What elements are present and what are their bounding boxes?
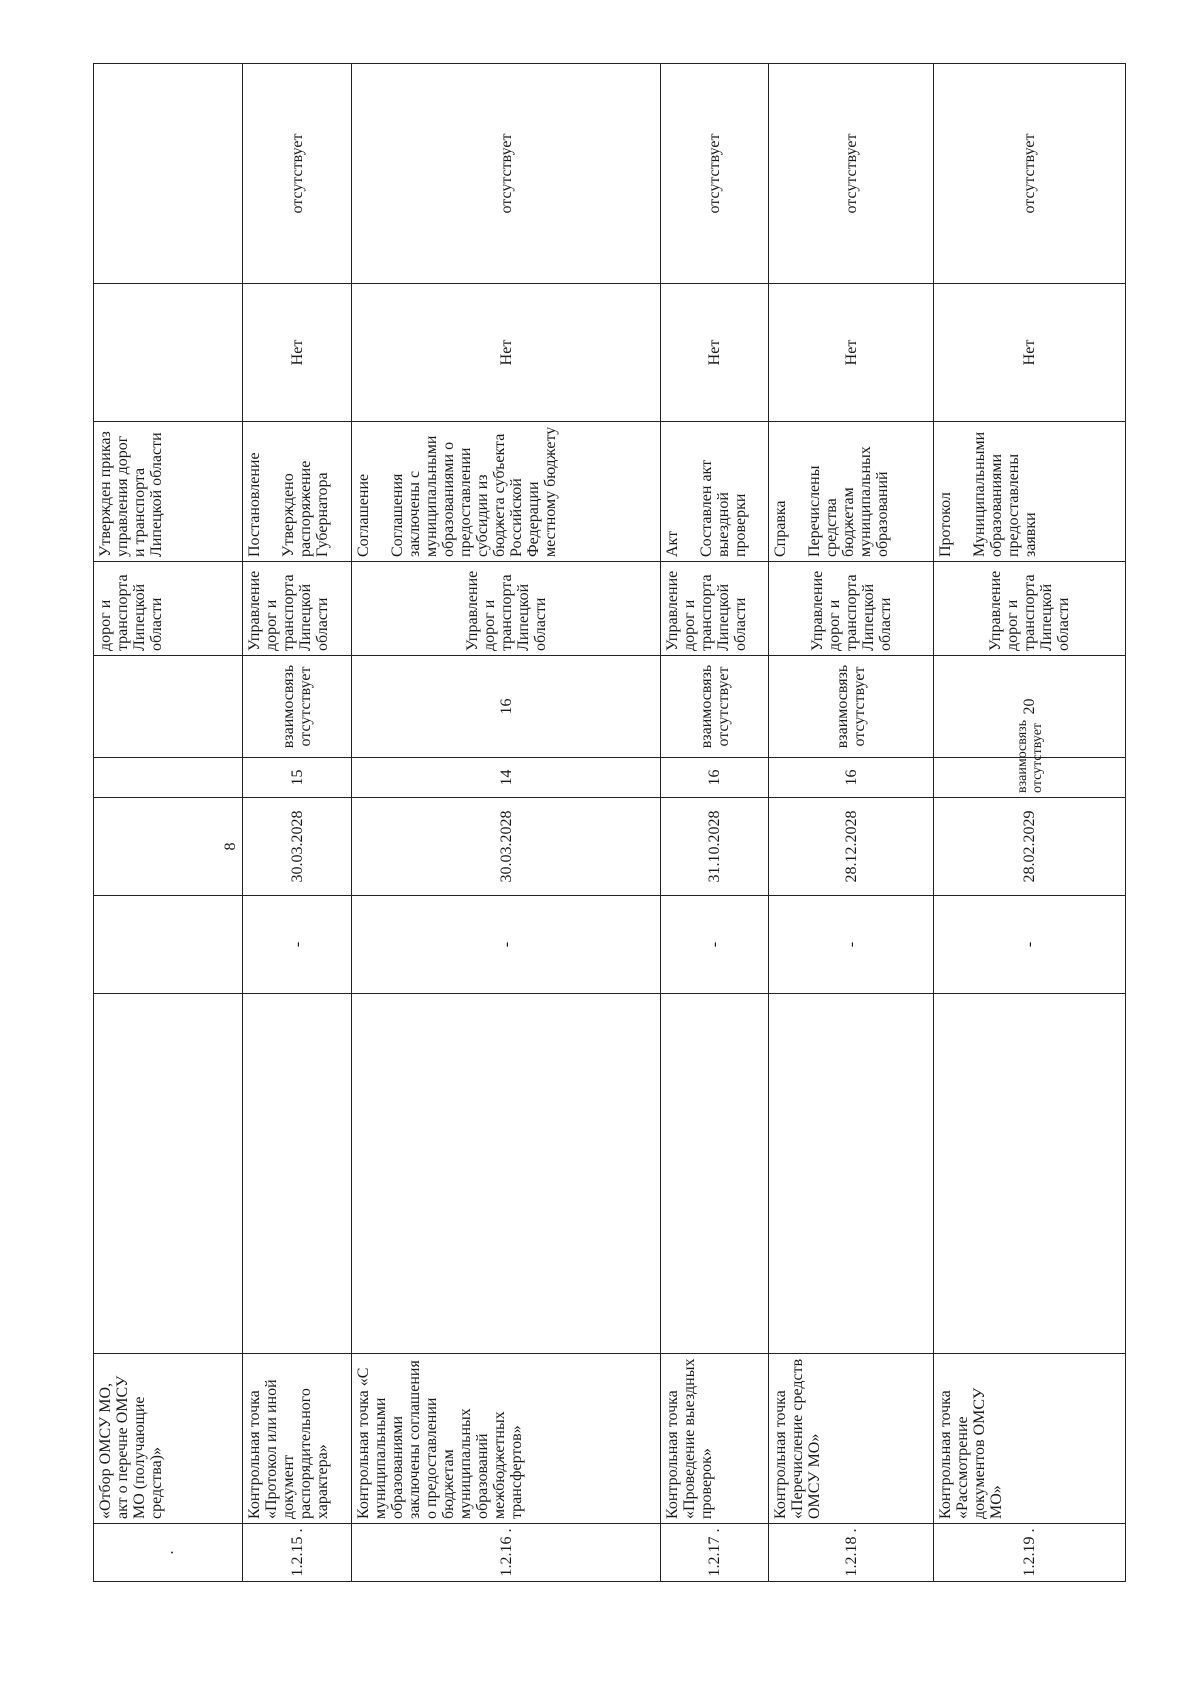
table-row bbox=[661, 64, 769, 1582]
row-col10: Нет bbox=[769, 284, 934, 422]
row-col7: взаимосвязь отсутствует bbox=[769, 656, 934, 758]
row-col6: 14 bbox=[352, 758, 661, 798]
row-col6: 15 bbox=[243, 758, 352, 798]
row-col11: отсутствует bbox=[243, 64, 352, 284]
row-date: 8 bbox=[94, 798, 243, 896]
table-row bbox=[94, 64, 243, 1582]
row-col10 bbox=[94, 284, 243, 422]
row-document: Протокол Муниципальными образованиями предоставлены заявки bbox=[934, 422, 1126, 562]
table-row bbox=[352, 64, 661, 1582]
row-name: Контрольная точка «Перечисление средств ОМСУ МО» bbox=[769, 1354, 934, 1524]
row-col3 bbox=[352, 994, 661, 1354]
row-date: 30.03.2028 bbox=[352, 798, 661, 896]
row-number: 1.2.17 . bbox=[661, 1524, 769, 1582]
row-number: 1.2.18 . bbox=[769, 1524, 934, 1582]
row-col11: отсутствует bbox=[769, 64, 934, 284]
row-col3 bbox=[243, 994, 352, 1354]
table-row bbox=[769, 64, 934, 1582]
row-col3 bbox=[94, 994, 243, 1354]
row-col4: - bbox=[661, 896, 769, 994]
row-document: Справка Перечислены средства бюджетам муниципальных образований bbox=[769, 422, 934, 562]
row-executor: Управление дорог и транспорта Липецкой области bbox=[243, 562, 352, 656]
row-col11: отсутствует bbox=[661, 64, 769, 284]
row-col6: 16 bbox=[661, 758, 769, 798]
row-date: 31.10.2028 bbox=[661, 798, 769, 896]
row-col6: 16 bbox=[769, 758, 934, 798]
row-date: 28.02.2029 bbox=[934, 798, 1126, 896]
row-col6: взаимосвязь отсутствует bbox=[934, 758, 1126, 798]
row-number: . bbox=[94, 1524, 243, 1582]
row-col6 bbox=[94, 758, 243, 798]
row-col4 bbox=[94, 896, 243, 994]
row-col3 bbox=[934, 994, 1126, 1354]
row-col7: 20 bbox=[934, 656, 1126, 758]
row-col3 bbox=[661, 994, 769, 1354]
row-col7: взаимосвязь отсутствует bbox=[243, 656, 352, 758]
table-row bbox=[243, 64, 352, 1582]
row-name: «Отбор ОМСУ МО, акт о перечне ОМСУ МО (получающие средства)» bbox=[94, 1354, 243, 1524]
row-date: 30.03.2028 bbox=[243, 798, 352, 896]
row-col10: Нет bbox=[934, 284, 1126, 422]
row-document: Утвержден приказ управления дорог и транспорта Липецкой области bbox=[94, 422, 243, 562]
row-name: Контрольная точка «С муниципальными образованиями заключены соглашения о предоставлении бюджетам муниципальных образований межбюджетных трансфертов» bbox=[352, 1354, 661, 1524]
row-col7: 16 bbox=[352, 656, 661, 758]
row-name: Контрольная точка «Проведение выездных проверок» bbox=[661, 1354, 769, 1524]
row-col4: - bbox=[769, 896, 934, 994]
row-col11 bbox=[94, 64, 243, 284]
row-col4: - bbox=[352, 896, 661, 994]
row-executor: Управление дорог и транспорта Липецкой области bbox=[934, 562, 1126, 656]
row-executor: дорог и транспорта Липецкой области bbox=[94, 562, 243, 656]
row-col7 bbox=[94, 656, 243, 758]
row-executor: Управление дорог и транспорта Липецкой области bbox=[769, 562, 934, 656]
row-col10: Нет bbox=[243, 284, 352, 422]
row-executor: Управление дорог и транспорта Липецкой области bbox=[352, 562, 661, 656]
row-col10: Нет bbox=[661, 284, 769, 422]
row-number: 1.2.15 . bbox=[243, 1524, 352, 1582]
row-date: 28.12.2028 bbox=[769, 798, 934, 896]
row-name: Контрольная точка «Рассмотрение документов ОМСУ МО» bbox=[934, 1354, 1126, 1524]
row-col11: отсутствует bbox=[352, 64, 661, 284]
row-executor: Управление дорог и транспорта Липецкой области bbox=[661, 562, 769, 656]
row-col10: Нет bbox=[352, 284, 661, 422]
row-col4: - bbox=[243, 896, 352, 994]
row-col4: - bbox=[934, 896, 1126, 994]
row-document: Акт Составлен акт выездной проверки bbox=[661, 422, 769, 562]
row-document: Соглашение Соглашения заключены с муниципальными образованиями о предоставлении субсидии из бюджета субъекта Российской Федерации местному бюджету bbox=[352, 422, 661, 562]
row-col11: отсутствует bbox=[934, 64, 1126, 284]
row-number: 1.2.19 . bbox=[934, 1524, 1126, 1582]
table-row bbox=[934, 64, 1126, 1582]
row-number: 1.2.16 . bbox=[352, 1524, 661, 1582]
rotated-table-container bbox=[93, 64, 1125, 1582]
row-name: Контрольная точка «Протокол или иной документ распорядительного характера» bbox=[243, 1354, 352, 1524]
row-col3 bbox=[769, 994, 934, 1354]
control-points-table bbox=[93, 63, 1126, 1582]
row-col7: взаимосвязь отсутствует bbox=[661, 656, 769, 758]
row-document: Постановление Утверждено распоряжение Губернатора bbox=[243, 422, 352, 562]
